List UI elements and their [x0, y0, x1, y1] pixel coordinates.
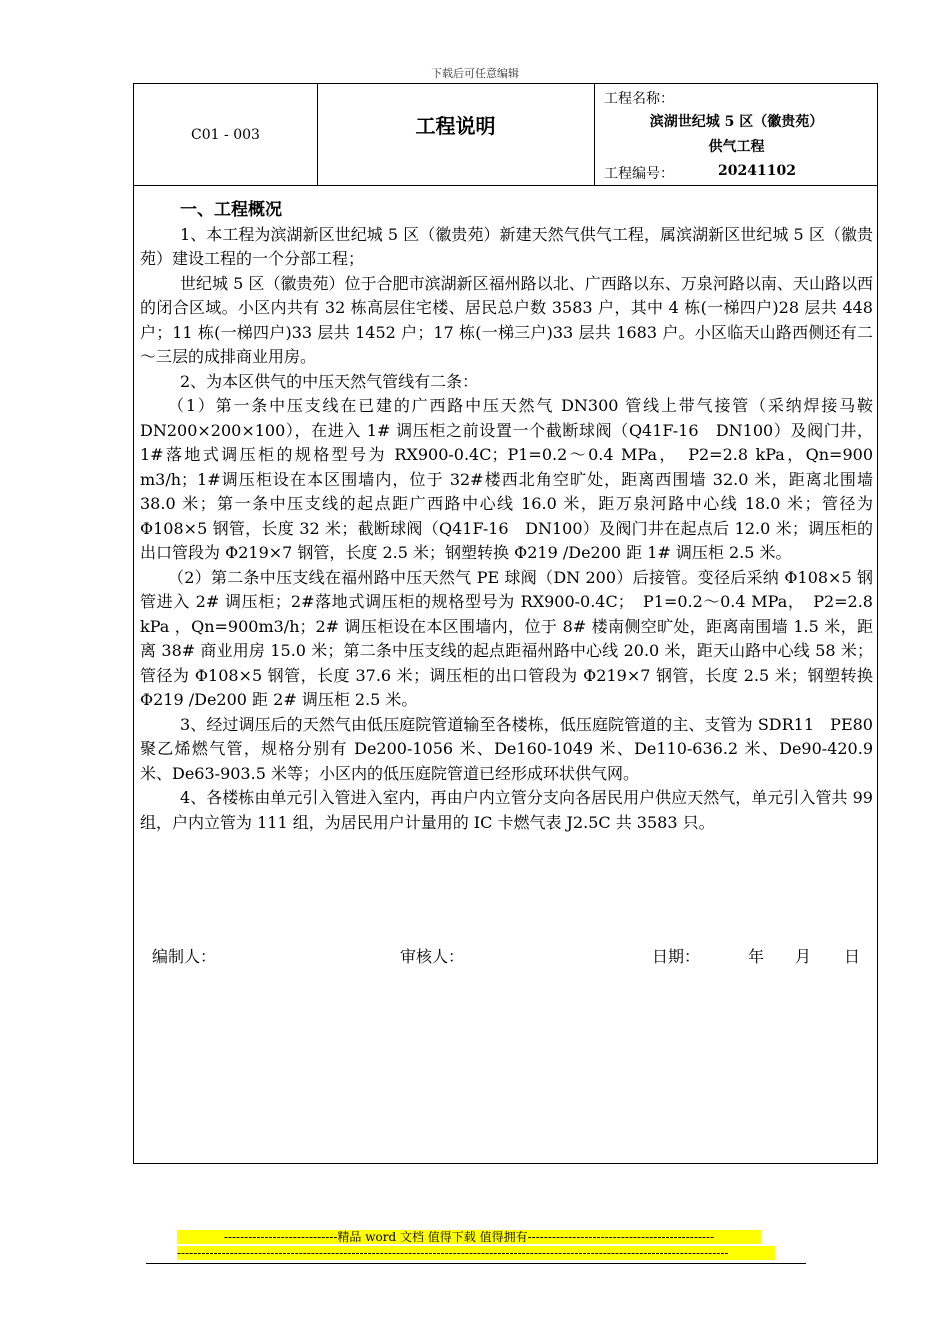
project-name-line2: 供气工程 — [708, 139, 765, 155]
document-code: C01 - 003 — [134, 84, 318, 185]
signature-row — [152, 944, 864, 968]
paragraph-location: 世纪城 5 区（徽贵苑）位于合肥市滨湖新区福州路以北、广西路以东、万泉河路以南、天山路以西的闭合区域。小区内共有 32 栋高层住宅楼、居民总户数 3583 户，其中 4 栋(一梯四户)28 层共 448 户；11 栋(一梯四户)33 层共 1452 户；17 栋(一梯三户)33 层共 1683 户。小区临天山路西侧还有二～三层的成排商业用房。 — [140, 273, 873, 366]
project-name-line1: 滨湖世纪城 5 区（徽贵苑） — [649, 114, 824, 130]
editor-label: 编制人： — [152, 947, 217, 966]
footer-dashes: ---------------------------------------------------------------------------------------------------------------------------------------- — [177, 1246, 775, 1260]
document-title: 工程说明 — [317, 84, 595, 185]
footer-rule — [146, 1263, 806, 1264]
project-number-label: 工程编号： — [604, 166, 674, 182]
paragraph-3: 3、经过调压后的天然气由低压庭院管道输至各楼栋，低压庭院管道的主、支管为 SDR11 PE80 聚乙烯燃气管，规格分别有 De200-1056 米、De160-1049 米、De110-636.2 米、De90-420.9 米、De63-903.5 米等；小区内的低压庭院管道已经形成环状供气网。 — [140, 714, 873, 783]
header-row — [134, 84, 877, 186]
content-body — [140, 198, 873, 835]
project-name-label: 工程名称： — [604, 91, 674, 107]
project-info — [596, 84, 877, 185]
top-note: 下载后可任意编辑 — [431, 67, 519, 80]
document-table — [133, 83, 878, 1164]
date-label: 日期： — [652, 947, 701, 966]
reviewer-label: 审核人： — [400, 947, 465, 966]
project-number: 20241102 — [718, 163, 796, 179]
section-title: 一、工程概况 — [180, 200, 282, 220]
month-label: 月 — [795, 947, 812, 966]
footer-banner: ----------------------------精品 word 文档 值得下载 值得拥有---------------------------------------------- — [177, 1230, 761, 1244]
paragraph-2-2: （2）第二条中压支线在福州路中压天然气 PE 球阀（DN 200）后接管。变径后采纳 Φ108×5 钢管进入 2# 调压柜；2#落地式调压柜的规格型号为 RX900-0.4C； P1=0.2～0.4 MPa， P2=2.8 kPa ，Qn=900m3/h；2# 调压柜设在本区围墙内，位于 8# 楼南侧空旷处，距离南围墙 1.5 米，距离 38# 商业用房 15.0 米；第二条中压支线的起点距福州路中心线 20.0 米，距天山路中心线 58 米；管径为 Φ108×5 钢管，长度 37.6 米；调压柜的出口管段为 Φ219×7 钢管，长度 2.5 米；钢塑转换 Φ219 /De200 距 2# 调压柜 2.5 米。 — [140, 567, 873, 709]
paragraph-4: 4、各楼栋由单元引入管进入室内，再由户内立管分支向各居民用户供应天然气，单元引入管共 99 组，户内立管为 111 组，为居民用户计量用的 IC 卡燃气表 J2.5C 共 3583 只。 — [140, 788, 873, 832]
paragraph-2: 2、为本区供气的中压天然气管线有二条： — [180, 371, 479, 391]
paragraph-2-1: （1）第一条中压支线在已建的广西路中压天然气 DN300 管线上带气接管（采纳焊接马鞍 DN200×200×100），在进入 1# 调压柜之前设置一个截断球阀（Q41F-16 DN100）及阀门井，1#落地式调压柜的规格型号为 RX900-0.4C；P1=0.2～0.4 MPa， P2=2.8 kPa，Qn=900 m3/h；1#调压柜设在本区围墙内，位于 32#楼西北角空旷处，距离西围墙 32.0 米，距离北围墙 38.0 米；第一条中压支线的起点距广西路中心线 16.0 米，距万泉河路中心线 18.0 米；管径为 Φ108×5 钢管，长度 32 米；截断球阀（Q41F-16 DN100）及阀门井在起点后 12.0 米；调压柜的出口管段为 Φ219×7 钢管，长度 2.5 米；钢塑转换 Φ219 /De200 距 1# 调压柜 2.5 米。 — [140, 396, 873, 562]
paragraph-1: 1、本工程为滨湖新区世纪城 5 区（徽贵苑）新建天然气供气工程，属滨湖新区世纪城 5 区（徽贵苑）建设工程的一个分部工程； — [140, 224, 873, 268]
day-label: 日 — [844, 947, 861, 966]
year-label: 年 — [748, 947, 765, 966]
